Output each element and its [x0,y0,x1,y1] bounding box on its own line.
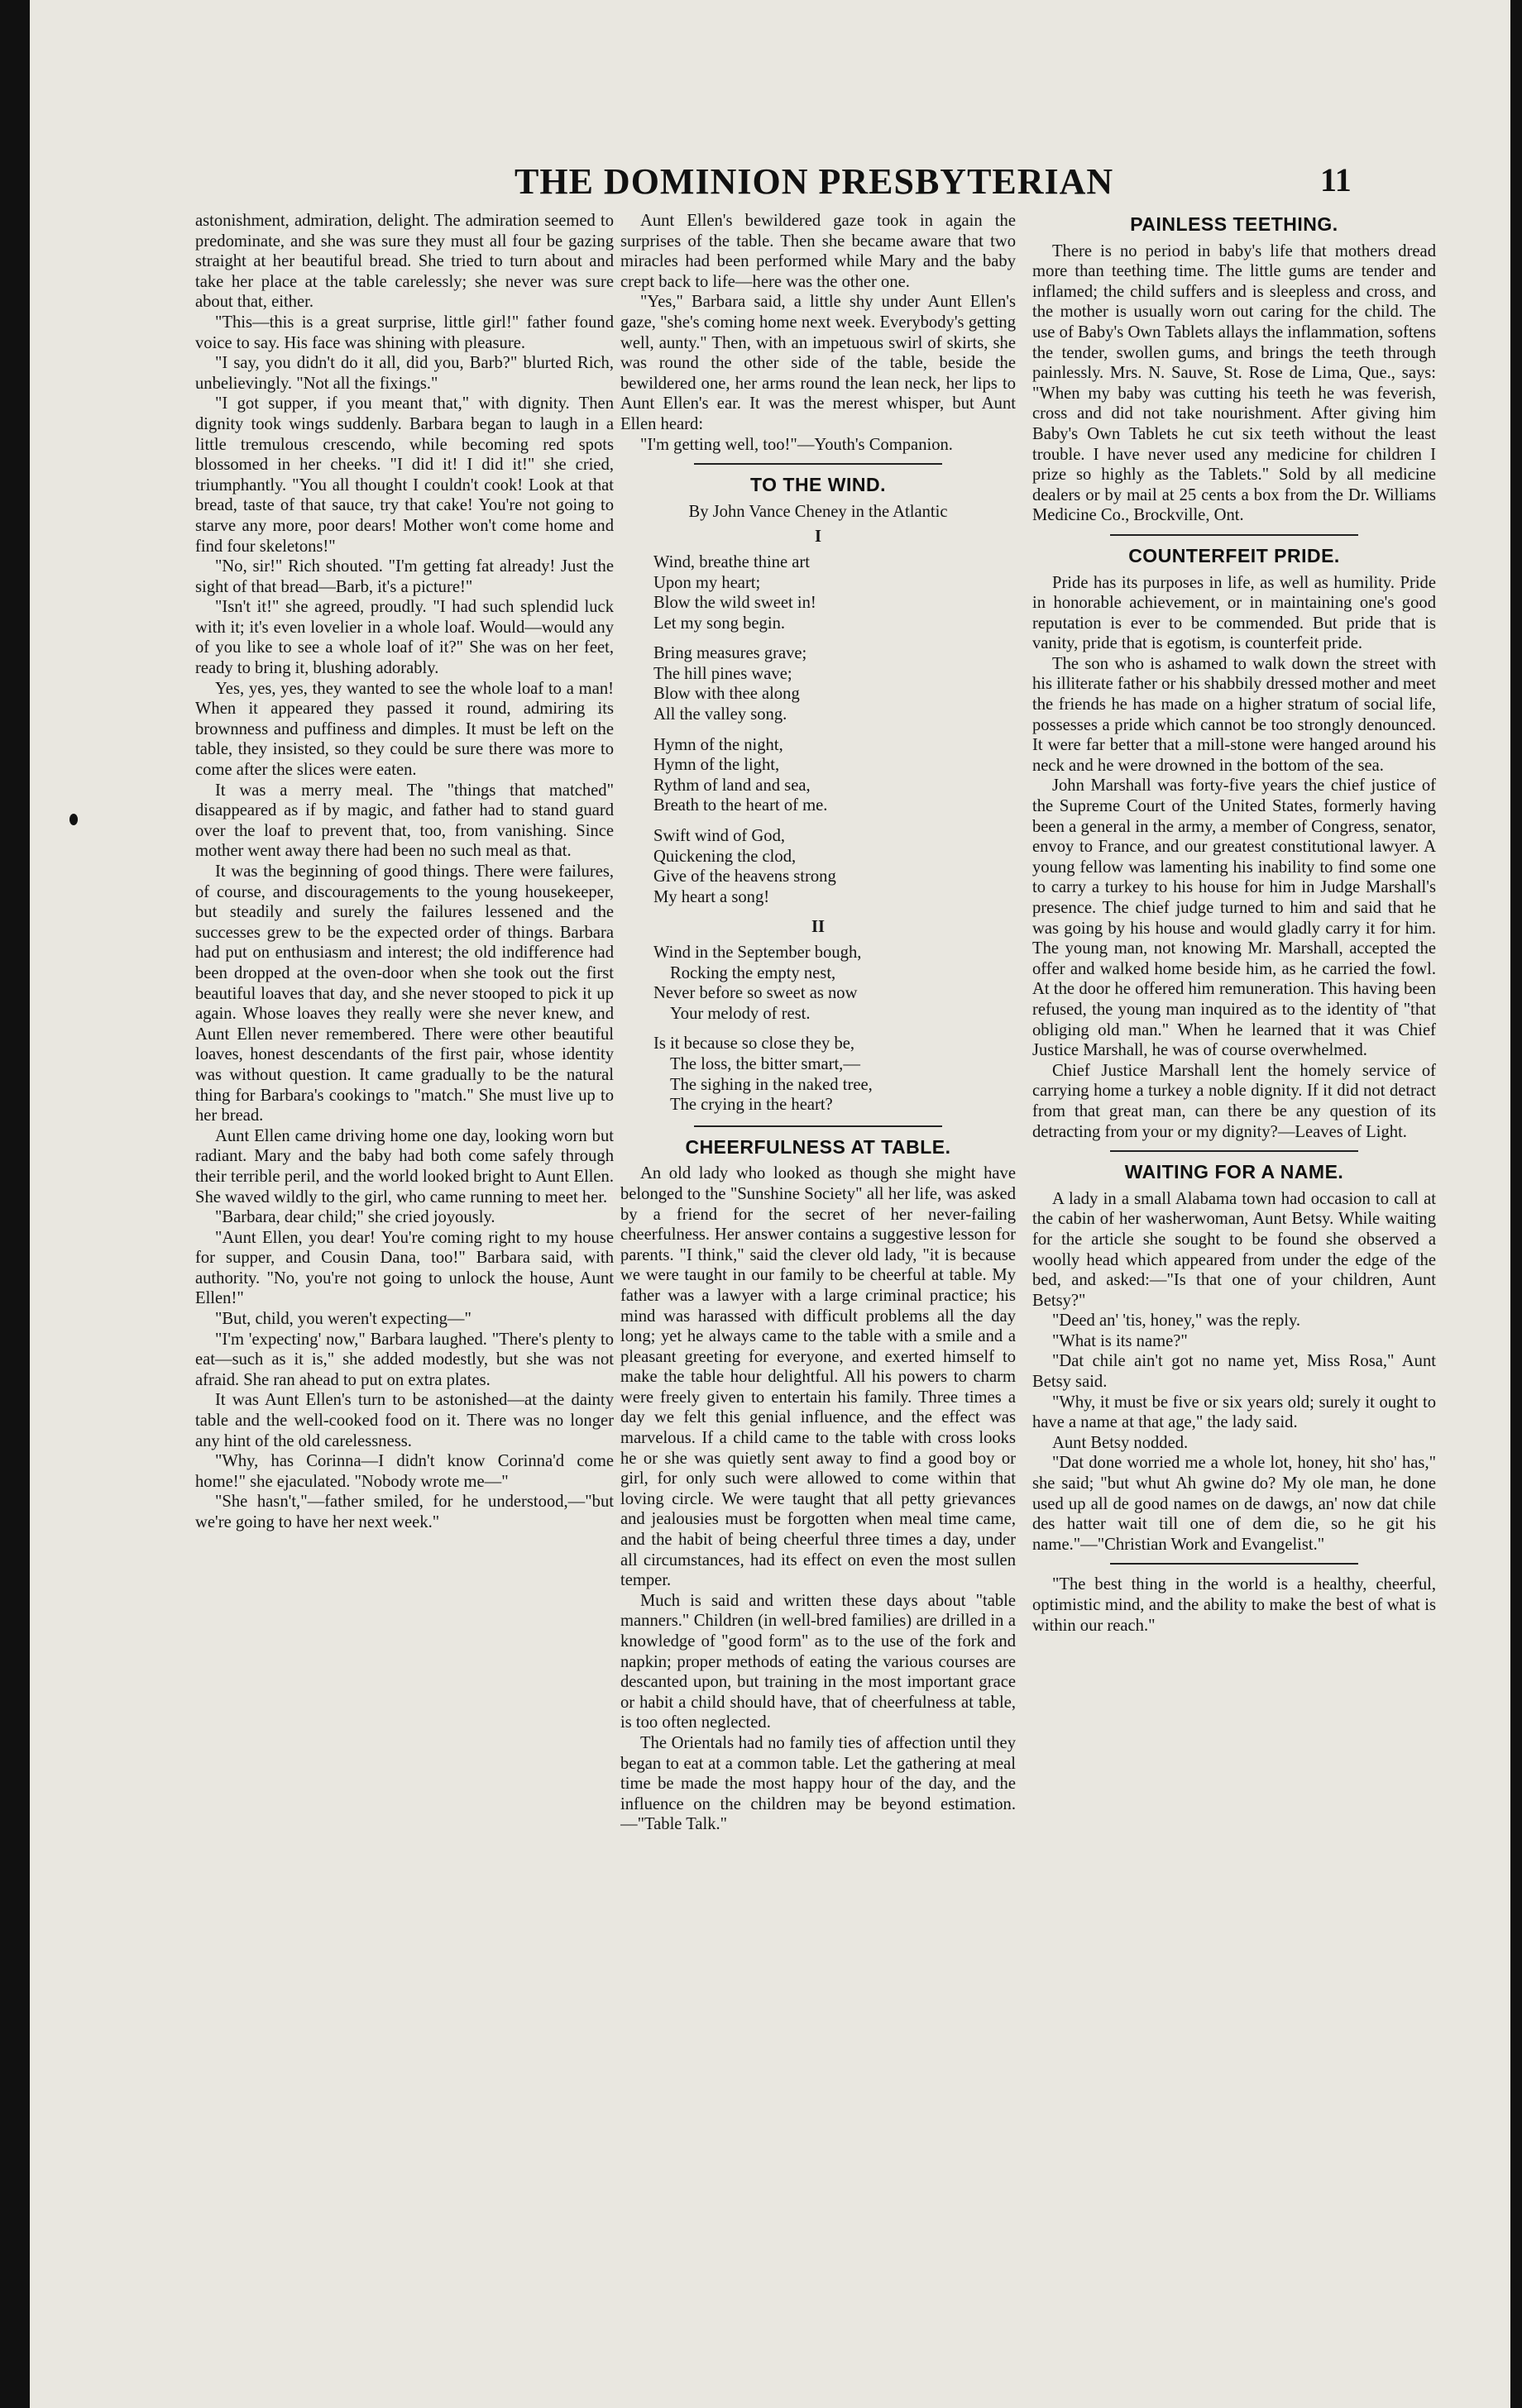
poem-part-numeral: II [811,918,826,937]
poem-stanza [653,943,1016,1024]
column-2 [620,211,1016,2361]
poem-stanza [653,826,1016,907]
poem-stanza [653,552,1016,633]
story-paragraph: "Why, has Corinna—I didn't know Corinna'd come home!" she ejaculated. "Nobody wrote me—" [195,1452,614,1491]
article-paragraph: Aunt Betsy nodded. [1052,1433,1189,1452]
poem-stanza [653,1034,1016,1115]
article-heading: PAINLESS TEETHING. [1130,213,1338,235]
poem-line: Wind in the September bough, [653,944,862,962]
poem-line: Breath to the heart of me. [653,796,828,815]
story-paragraph: "I got supper, if you meant that," with dignity. Then dignity took wings suddenly. Barbara began to laugh in a little tremulous crescendo, while becoming red spots blossomed in her cheeks. "I did it! I did it!" she cried, triumphantly. "You all thought I couldn't cook! Look at that bread, taste of that sauce, try that cake! You're not going to starve any more, poor dears! Mother won't come home and find four skeletons!" [195,394,614,556]
poem-line: Rythm of land and sea, [653,776,811,795]
story-paragraph: "This—this is a great surprise, little girl!" father found voice to say. His face was shining with pleasure. [195,313,614,352]
article-paragraph: The Orientals had no family ties of affection until they began to eat at a common table. Let the gathering at meal time be made the most happy hour of the day, and the influence on the children may be beyond estimation. —"Table Talk." [620,1733,1016,1834]
page-number: 11 [1320,161,1352,198]
article-heading: WAITING FOR A NAME. [1124,1161,1344,1183]
story-paragraph: "I'm getting well, too!"—Youth's Companion. [640,435,953,454]
binding-hole [69,814,78,825]
poem-line: All the valley song. [653,705,787,724]
article-heading: CHEERFULNESS AT TABLE. [685,1135,951,1158]
section-divider [694,463,942,465]
story-paragraph: "Barbara, dear child;" she cried joyously. [215,1208,495,1227]
article-paragraph: "Why, it must be five or six years old; surely it ought to have a name at that age," the lady said. [1032,1393,1436,1432]
poem-stanza [653,735,1016,816]
article-paragraph: "What is its name?" [1052,1331,1188,1350]
section-divider [1110,1563,1358,1565]
poem-part-numeral: I [814,528,821,547]
poem-line: The hill pines wave; [653,664,792,683]
poem-line: My heart a song! [653,887,770,906]
story-paragraph: Aunt Ellen came driving home one day, looking worn but radiant. Mary and the baby had both come safely through their terrible peril, and the world looked bright to Aunt Ellen. She waved wildly to the girl, who came running to meet her. [195,1126,614,1206]
poem-line: Bring measures grave; [653,644,807,663]
poem-line: Never before so sweet as now [653,984,858,1003]
article-paragraph: There is no period in baby's life that mothers dread more than teething time. The little gums are tender and inflamed; the child suffers and is sleepless and cross, and the mother is usually worn out caring for the child. The use of Baby's Own Tablets allays the inflammation, softens the tender, swollen gums, and brings the teeth through painlessly. Mrs. N. Sauve, St. Rose de Lima, Que., says: "When my baby was cutting his teeth he was feverish, cross and did not take nourishment. After giving him Baby's Own Tablets he cut six teeth without the least trouble. I have never used any medicine for children I prize so highly as the Tablets." Sold by all medicine dealers or by mail at 25 cents a box from the Dr. Williams Medicine Co., Brockville, Ont. [1032,241,1436,525]
column-3 [1032,211,1436,2361]
article-heading: COUNTERFEIT PRIDE. [1128,544,1340,566]
page-title: THE DOMINION PRESBYTERIAN [515,161,1114,202]
poem-line: The crying in the heart? [670,1096,833,1115]
poem-line: Blow with thee along [653,685,800,704]
poem-line: Hymn of the light, [653,756,780,775]
poem-line: Upon my heart; [653,573,761,592]
story-paragraph: It was a merry meal. The "things that matched" disappeared as if by magic, and father had to stand guard over the loaf to prevent that, too, from vanishing. Since mother went away there had been no such meal as that. [195,781,614,861]
story-paragraph: "I'm 'expecting' now," Barbara laughed. "There's plenty to eat—such as it is," she added modestly, but she was not afraid. She ran ahead to put on extra plates. [195,1330,614,1389]
story-paragraph: Yes, yes, yes, they wanted to see the whole loaf to a man! When it appeared they passed it round, admiring its brownness and puffiness and dimples. It must be left on the table, they insisted, so they could be sure there was more to come after the slices were eaten. [195,679,614,780]
poem-line: Hymn of the night, [653,735,783,754]
article-paragraph: Pride has its purposes in life, as well as humility. Pride in honorable achievement, or in maintaining one's good reputation is ever to be commended. But pride that is vanity, pride that is egotism, is counterfeit pride. [1032,573,1436,653]
poem-line: Blow the wild sweet in! [653,594,816,613]
article-paragraph: Chief Justice Marshall lent the homely service of carrying home a turkey a noble dignity. If it did not detract from that great man, can there be any question of its detracting from your or my dignity?—Leaves of Light. [1032,1061,1436,1141]
newspaper-page [30,0,1510,2408]
article-paragraph: An old lady who looked as though she might have belonged to the "Sunshine Society" all her life, was asked by a friend for the secret of her never-failing cheerfulness. Her answer contains a suggestive lesson for parents. "I think," said the clever old lady, "it is because we were taught in our family to be cheerful at table. My father was a lawyer with a large criminal practice; his mind was harassed with difficult problems all the day long; yet he always came to the table with a smile and a pleasant greeting for everyone, and exerted himself to make the table hour delightful. All his powers to charm were freely given to entertain his family. Three times a day we felt this genial influence, and the effect was marvelous. If a child came to the table with cross looks he or she was quietly sent away to find a good boy or girl, for only such were allowed to come within that loving circle. We were taught that all petty grievances and jealousies must be forgotten when meal time came, and the habit of being cheerful three times a day, under all circumstances, had its effect on even the most sullen temper. [620,1164,1016,1590]
story-paragraph: "Aunt Ellen, you dear! You're coming right to my house for supper, and Cousin Dana, too!" Barbara said, with authority. "No, you're not going to unlock the house, Aunt Ellen!" [195,1228,614,1308]
poem-byline: By John Vance Cheney in the Atlantic [688,502,948,521]
story-paragraph: "Isn't it!" she agreed, proudly. "I had such splendid luck with it; it's even lovelier in a whole loaf. Would—would any of you like to see a whole loaf of it?" She was on her feet, ready to bring it, blushing adorably. [195,598,614,678]
poem-line: Is it because so close they be, [653,1034,855,1054]
story-paragraph: "She hasn't,"—father smiled, for he understood,—"but we're going to have her next week." [195,1493,614,1531]
story-paragraph: "But, child, you weren't expecting—" [215,1310,471,1329]
section-divider [1110,534,1358,536]
poem-line: Wind, breathe thine art [653,552,811,571]
article-paragraph: "Deed an' 'tis, honey," was the reply. [1052,1312,1301,1331]
section-divider [694,1125,942,1127]
section-divider [1110,1150,1358,1152]
story-paragraph: It was the beginning of good things. There were failures, of course, and discouragements to the young housekeeper, but steadily and surely the failures lessened and the successes grew to be the expected order of things. Barbara had put on enthusiasm and interest; the old indifference had been dropped at the oven-door when she took out the first beautiful loaves that day, and she never stooped to pick it up again. Whose loaves they really were she never knew, and Aunt Ellen never remembered. There were other beautiful loaves, honest descendants of the first pair, whose identity was without question. It came gradually to be the natural thing for Barbara's cookings to "match." She must live up to her bread. [195,862,614,1125]
poem-line: Give of the heavens strong [653,867,836,886]
poem-stanza [653,643,1016,724]
story-paragraph: It was Aunt Ellen's turn to be astonished—at the dainty table and the well-cooked food on it. There was no longer any hint of the old carelessness. [195,1391,614,1450]
page-header [30,149,1510,207]
article-paragraph: "Dat done worried me a whole lot, honey, hit sho' has," she said; "but whut Ah gwine do? My ole man, he done used up all de good names on de dawgs, an' now dat chile des hatter wait till one of dem die, so he git his name."—"Christian Work and Evangelist." [1032,1454,1436,1554]
poem-line: Swift wind of God, [653,827,786,846]
poem-line: Let my song begin. [653,614,786,633]
story-paragraph: Aunt Ellen's bewildered gaze took in again the surprises of the table. Then she became aware that two miracles had been performed while Mary and the baby crept back to life—here was the other one. [620,212,1016,291]
poem-line: Rocking the empty nest, [670,963,836,982]
poem-line: The sighing in the naked tree, [670,1075,873,1094]
poem-line: Your melody of rest. [670,1004,811,1023]
story-paragraph: "I say, you didn't do it all, did you, Barb?" blurted Rich, unbelievingly. "Not all the fixings." [195,354,614,393]
column-1 [195,211,614,2361]
article-paragraph: A lady in a small Alabama town had occasion to call at the cabin of her washerwoman, Aunt Betsy. While waiting for the article she sought to be found she observed a woolly head which appeared from under the edge of the bed, and asked:—"Is that one of your children, Aunt Betsy?" [1032,1189,1436,1310]
article-paragraph: The son who is ashamed to walk down the street with his illiterate father or his shabbily dressed mother and meet the friends he has made on a higher stratum of social life, possesses a pride which cannot be too strongly denounced. It were far better that a mill-stone were hanged around his neck and he were drowned in the bottom of the sea. [1032,654,1436,775]
article-paragraph: John Marshall was forty-five years the chief justice of the Supreme Court of the United States, formerly having been a general in the army, a member of Congress, senator, envoy to France, and our greatest constitutional lawyer. A young fellow was lamenting his inability to find some one to carry a turkey to his house for him in Judge Marshall's presence. The chief judge turned to him and said that he was going by his house and would gladly carry it for him. The young man, not knowing Mr. Marshall, accepted the offer and walked home beside him, as he carried the fowl. At the door he offered him remuneration. This having been refused, the young man inquired as to the identity of "that obliging old man." When he learned that it was Chief Justice Marshall, he was of course overwhelmed. [1032,776,1436,1060]
article-paragraph: Much is said and written these days about "table manners." Children (in well-bred families) are drilled in a knowledge of "good form" as to the use of the fork and napkin; proper methods of eating the various courses are descanted upon, but training in the most important grace or habit a child should have, that of cheerfulness at table, is too often neglected. [620,1591,1016,1732]
story-paragraph: "Yes," Barbara said, a little shy under Aunt Ellen's gaze, "she's coming home next week. Everybody's getting well, aunty." Then, with an impetuous swirl of skirts, she was round the other side of the table, beside the bewildered one, her arms round the lean neck, her lips to Aunt Ellen's ear. It was the merest whisper, but Aunt Ellen heard: [620,293,1016,433]
poem-line: The loss, the bitter smart,— [670,1054,860,1073]
story-paragraph: astonishment, admiration, delight. The admiration seemed to predominate, and she was sure they must all four be gazing straight at her beautiful bread. She tried to turn about and take her place at the table carelessly; she never was sure about that, either. [195,212,614,312]
quote-paragraph: "The best thing in the world is a healthy, cheerful, optimistic mind, and the ability to make the best of what is within our reach." [1032,1575,1436,1635]
poem-line: Quickening the clod, [653,847,797,866]
story-paragraph: "No, sir!" Rich shouted. "I'm getting fat already! Just the sight of that bread—Barb, it's a picture!" [195,557,614,596]
poem-heading: TO THE WIND. [749,474,886,496]
article-paragraph: "Dat chile ain't got no name yet, Miss Rosa," Aunt Betsy said. [1032,1352,1436,1392]
